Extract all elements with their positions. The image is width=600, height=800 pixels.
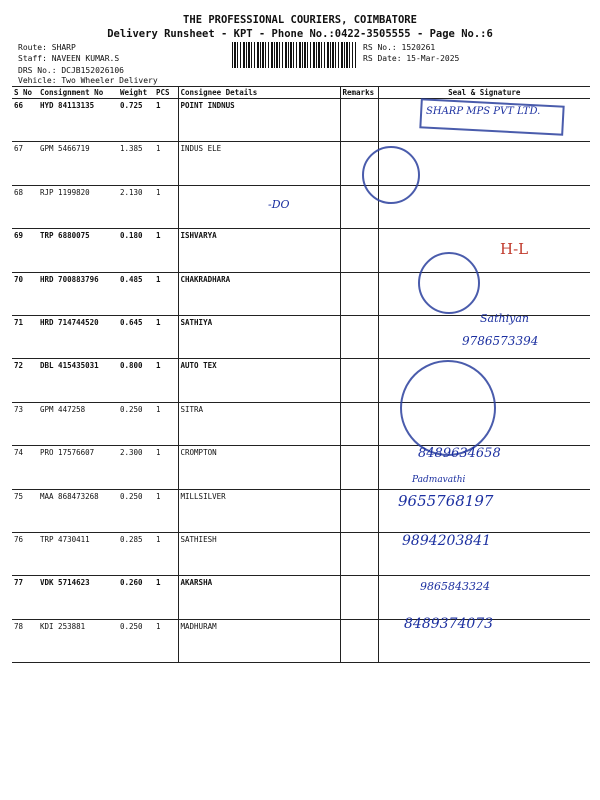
table-row (12, 142, 590, 185)
row-sno: 71 (12, 315, 38, 358)
col-sno: S No (12, 87, 38, 99)
row-consignee: CROMPTON (178, 446, 340, 489)
row-consignee: MILLSILVER (178, 489, 340, 532)
rs-number: RS No.: 1520261 (363, 43, 436, 52)
handwritten-phone: 9865843324 (420, 580, 490, 593)
row-pcs: 1 (154, 359, 178, 402)
col-remarks: Remarks (340, 87, 378, 99)
row-remarks (340, 402, 378, 445)
row-weight: 0.250 (118, 489, 154, 532)
row-remarks (340, 532, 378, 575)
row-pcs: 1 (154, 532, 178, 575)
row-consignee: POINT INDNUS (178, 99, 340, 142)
row-consignment: MAA 868473268 (38, 489, 118, 532)
row-consignee: AKARSHA (178, 576, 340, 619)
handwritten-phone: 8489634658 (418, 446, 501, 461)
handwritten-phone: 9786573394 (462, 334, 539, 348)
row-weight: 0.800 (118, 359, 154, 402)
table-row (12, 359, 590, 402)
rs-date: RS Date: 15-Mar-2025 (363, 54, 460, 63)
barcode (232, 42, 356, 68)
row-remarks (340, 576, 378, 619)
received-seal-stamp (400, 360, 496, 456)
row-consignment: TRP 6880075 (38, 229, 118, 272)
row-weight: 1.385 (118, 142, 154, 185)
row-consignment: TRP 4730411 (38, 532, 118, 575)
row-consignee: SATHIESH (178, 532, 340, 575)
row-sno: 75 (12, 489, 38, 532)
row-remarks (340, 359, 378, 402)
row-remarks (340, 99, 378, 142)
row-pcs: 1 (154, 315, 178, 358)
row-consignment: HYD 84113135 (38, 99, 118, 142)
col-consignment: Consignment No (38, 87, 118, 99)
row-consignee: SATHIYA (178, 315, 340, 358)
col-consignee: Consignee Details (178, 87, 340, 99)
row-weight: 0.180 (118, 229, 154, 272)
row-sno: 67 (12, 142, 38, 185)
received-seal-stamp (418, 252, 480, 314)
row-pcs: 1 (154, 185, 178, 228)
row-remarks (340, 619, 378, 662)
runsheet-table (12, 86, 590, 663)
row-consignee: MADHURAM (178, 619, 340, 662)
handwritten-phone: 8489374073 (404, 616, 494, 632)
row-pcs: 1 (154, 446, 178, 489)
row-sno: 74 (12, 446, 38, 489)
row-consignment: PRO 17576607 (38, 446, 118, 489)
vehicle-label: Vehicle: Two Wheeler Delivery (18, 76, 158, 85)
col-pcs: PCS (154, 87, 178, 99)
table-row (12, 576, 590, 619)
row-sno: 66 (12, 99, 38, 142)
table-row (12, 446, 590, 489)
row-remarks (340, 489, 378, 532)
row-consignment: RJP 1199820 (38, 185, 118, 228)
row-weight: 0.250 (118, 402, 154, 445)
row-consignment: VDK 5714623 (38, 576, 118, 619)
row-weight: 2.300 (118, 446, 154, 489)
row-remarks (340, 315, 378, 358)
row-consignment: HRD 714744520 (38, 315, 118, 358)
row-pcs: 1 (154, 142, 178, 185)
handwritten-phone: 9655768197 (398, 492, 494, 510)
row-weight: 0.485 (118, 272, 154, 315)
table-row (12, 489, 590, 532)
row-pcs: 1 (154, 619, 178, 662)
table-row (12, 619, 590, 662)
row-consignment: KDI 253881 (38, 619, 118, 662)
table-row (12, 272, 590, 315)
row-consignee: ISHVARYA (178, 229, 340, 272)
col-weight: Weight (118, 87, 154, 99)
row-remarks (340, 229, 378, 272)
row-pcs: 1 (154, 99, 178, 142)
handwritten-do-mark: -DO (268, 198, 290, 211)
row-sno: 68 (12, 185, 38, 228)
row-pcs: 1 (154, 489, 178, 532)
row-remarks (340, 446, 378, 489)
company-title: THE PROFESSIONAL COURIERS, COIMBATORE (183, 14, 417, 26)
row-weight: 0.260 (118, 576, 154, 619)
row-consignment: GPM 447258 (38, 402, 118, 445)
row-sno: 78 (12, 619, 38, 662)
red-initials-mark: H-L (500, 240, 529, 258)
row-remarks (340, 272, 378, 315)
route-label: Route: SHARP (18, 43, 76, 52)
row-consignee: SITRA (178, 402, 340, 445)
col-seal: Seal & Signature (378, 87, 590, 99)
row-sno: 72 (12, 359, 38, 402)
row-consignee (178, 185, 340, 228)
row-weight: 0.725 (118, 99, 154, 142)
row-consignment: GPM 5466719 (38, 142, 118, 185)
row-seal (378, 229, 590, 272)
handwritten-name: Padmavathi (412, 475, 466, 485)
row-pcs: 1 (154, 229, 178, 272)
row-sno: 70 (12, 272, 38, 315)
drs-label: DRS No.: DCJB152026106 (18, 66, 124, 75)
table-row (12, 532, 590, 575)
row-seal (378, 272, 590, 315)
row-pcs: 1 (154, 272, 178, 315)
table-row (12, 402, 590, 445)
row-sno: 69 (12, 229, 38, 272)
row-weight: 0.250 (118, 619, 154, 662)
runsheet-subtitle: Delivery Runsheet - KPT - Phone No.:0422-3505555 - Page No.:6 (107, 28, 493, 40)
row-sno: 77 (12, 576, 38, 619)
row-pcs: 1 (154, 576, 178, 619)
row-weight: 0.645 (118, 315, 154, 358)
handwritten-phone: 9894203841 (402, 533, 492, 549)
row-consignee: CHAKRADHARA (178, 272, 340, 315)
row-pcs: 1 (154, 402, 178, 445)
received-seal-stamp (362, 146, 420, 204)
row-sno: 73 (12, 402, 38, 445)
row-consignee: INDUS ELE (178, 142, 340, 185)
row-consignment: DBL 415435031 (38, 359, 118, 402)
row-weight: 0.285 (118, 532, 154, 575)
row-consignment: HRD 700883796 (38, 272, 118, 315)
row-sno: 76 (12, 532, 38, 575)
row-weight: 2.130 (118, 185, 154, 228)
table-row (12, 185, 590, 228)
handwritten-name: Sathiyan (480, 312, 529, 325)
table-header-row (12, 87, 590, 99)
handwritten-company-name: SHARP MPS PVT LTD. (426, 106, 541, 117)
staff-label: Staff: NAVEEN KUMAR.S (18, 54, 120, 63)
row-consignee: AUTO TEX (178, 359, 340, 402)
